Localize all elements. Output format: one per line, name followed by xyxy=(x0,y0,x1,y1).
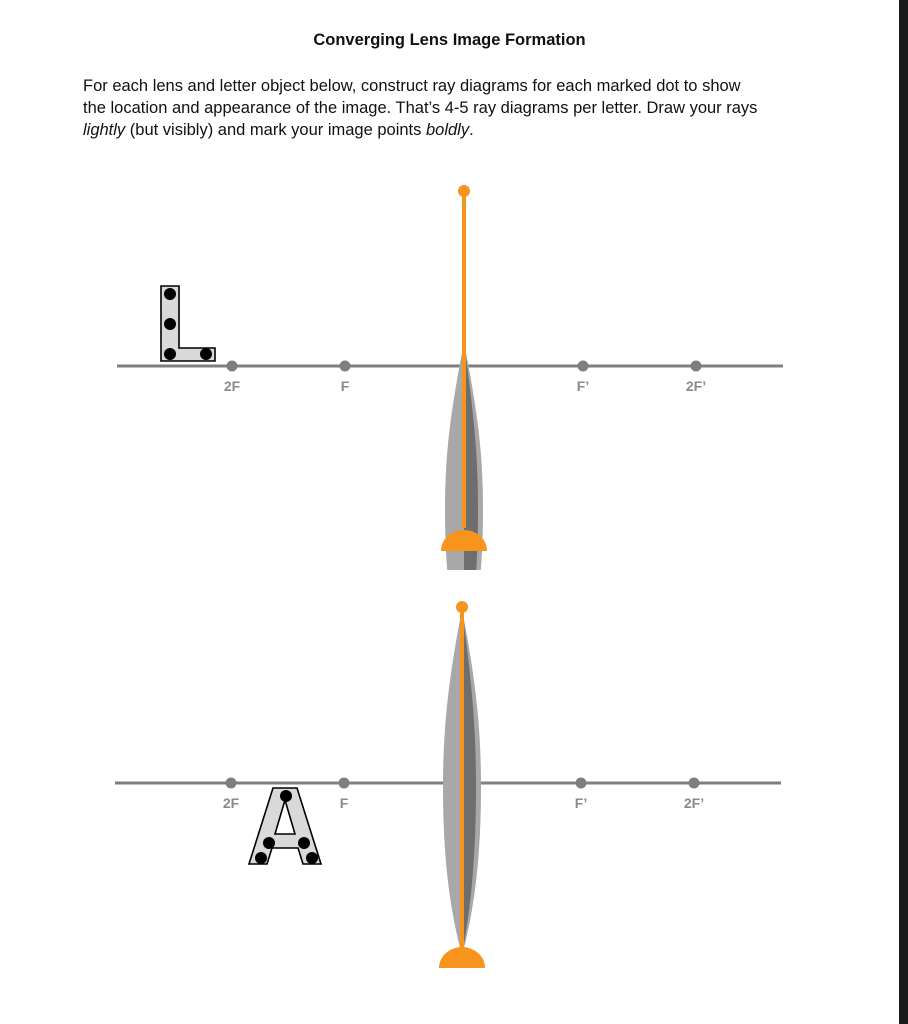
instructions-line-3-end: . xyxy=(469,121,474,139)
focal-point-f xyxy=(340,361,351,372)
instructions-paragraph xyxy=(83,75,843,141)
lens-top-knob xyxy=(456,601,468,613)
emphasis-lightly: lightly xyxy=(83,121,126,139)
converging-lens xyxy=(439,601,485,968)
object-dot xyxy=(255,852,267,864)
instructions-line-3 xyxy=(83,119,843,141)
label-2f-prime: 2F’ xyxy=(685,378,707,394)
lens-diagram-a-svg xyxy=(0,566,899,986)
lens-core xyxy=(462,192,466,528)
lens-core xyxy=(460,608,464,948)
focal-point-2f xyxy=(227,361,238,372)
object-letter-a xyxy=(249,788,321,864)
page-title: Converging Lens Image Formation xyxy=(313,31,586,49)
focal-point-2f-prime xyxy=(689,778,700,789)
label-f-prime: F’ xyxy=(576,378,590,394)
focal-point-f-prime xyxy=(576,778,587,789)
object-dot xyxy=(164,348,176,360)
lens-stand xyxy=(439,947,485,968)
converging-lens xyxy=(441,185,487,570)
instructions-line-1: For each lens and letter object below, construct ray diagrams for each marked dot to show xyxy=(83,77,741,95)
label-2f-prime: 2F’ xyxy=(683,795,705,811)
object-dot xyxy=(298,837,310,849)
viewer-edge-bar xyxy=(899,0,908,1024)
label-f: F xyxy=(339,795,349,811)
lens-diagram-l xyxy=(0,150,899,570)
label-f: F xyxy=(340,378,350,394)
object-letter-l xyxy=(161,286,215,361)
label-2f: 2F xyxy=(223,378,241,394)
object-dot xyxy=(164,288,176,300)
focal-point-f-prime xyxy=(578,361,589,372)
object-dot xyxy=(280,790,292,802)
object-dot xyxy=(200,348,212,360)
focal-point-2f xyxy=(226,778,237,789)
lens-diagram-a xyxy=(0,566,899,986)
focal-point-f xyxy=(339,778,350,789)
object-dot xyxy=(306,852,318,864)
object-dot xyxy=(263,837,275,849)
instructions-line-3-middle: (but visibly) and mark your image points xyxy=(125,121,426,139)
object-dot xyxy=(164,318,176,330)
focal-point-2f-prime xyxy=(691,361,702,372)
label-f-prime: F’ xyxy=(574,795,588,811)
lens-diagram-l-svg xyxy=(0,150,899,570)
instructions-line-2: the location and appearance of the image. That’s 4-5 ray diagrams per letter. Draw your rays xyxy=(83,99,758,117)
label-2f: 2F xyxy=(222,795,240,811)
emphasis-boldly: boldly xyxy=(425,121,470,139)
lens-top-knob xyxy=(458,185,470,197)
